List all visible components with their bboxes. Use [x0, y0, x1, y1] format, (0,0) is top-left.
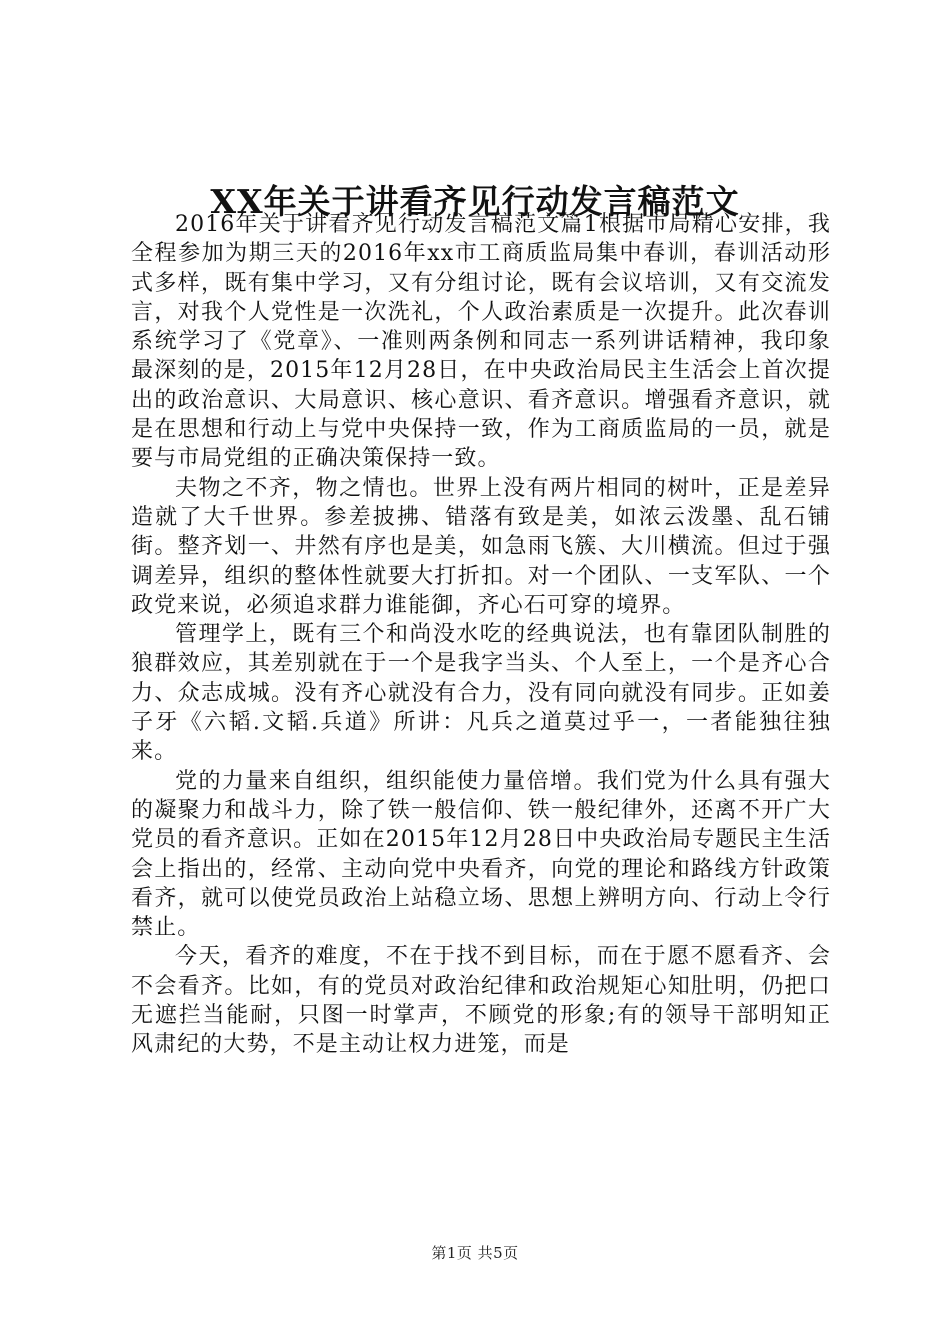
paragraph: 今天，看齐的难度，不在于找不到目标，而在于愿不愿看齐、会不会看齐。比如，有的党员对政治纪律和政治规矩心知肚明，仍把口无遮拦当能耐，只图一时掌声，不顾党的形象;有的领导干部明知正风肃纪的大势，不是主动让权力进笼，而是 [131, 944, 831, 1058]
paragraph: 2016年关于讲看齐见行动发言稿范文篇1根据市局精心安排，我全程参加为期三天的2016年xx市工商质监局集中春训，春训活动形式多样，既有集中学习，又有分组讨论，既有会议培训，又有交流发言，对我个人党性是一次洗礼，个人政治素质是一次提升。此次春训系统学习了《党章》、一准则两条例和同志一系列讲话精神，我印象最深刻的是，2015年12月28日，在中央政治局民主生活会上首次提出的政治意识、大局意识、核心意识、看齐意识。增强看齐意识，就是在思想和行动上与党中央保持一致，作为工商质监局的一员，就是要与市局党组的正确决策保持一致。 [131, 212, 831, 472]
page-footer: 第1页 共5页 [431, 1244, 519, 1262]
paragraph: 党的力量来自组织，组织能使力量倍增。我们党为什么具有强大的凝聚力和战斗力，除了铁一般信仰、铁一般纪律外，还离不开广大党员的看齐意识。正如在2015年12月28日中央政治局专题民主生活会上指出的，经常、主动向党中央看齐，向党的理论和路线方针政策看齐，就可以使党员政治上站稳立场、思想上辨明方向、行动上令行禁止。 [131, 768, 831, 941]
document-title: XX年关于讲看齐见行动发言稿范文 [210, 182, 740, 222]
paragraph: 夫物之不齐，物之情也。世界上没有两片相同的树叶，正是差异造就了大千世界。参差披拂、错落有致是美，如浓云泼墨、乱石铺街。整齐划一、井然有序也是美，如急雨飞簇、大川横流。但过于强调差异，组织的整体性就要大打折扣。对一个团队、一支军队、一个政党来说，必须追求群力谁能御，齐心石可穿的境界。 [131, 475, 831, 618]
paragraph: 管理学上，既有三个和尚没水吃的经典说法，也有靠团队制胜的狼群效应，其差别就在于一个是我字当头、个人至上，一个是齐心合力、众志成城。没有齐心就没有合力，没有同向就没有同步。正如姜子牙《六韬.文韬.兵道》所讲：凡兵之道莫过乎一，一者能独往独来。 [131, 622, 831, 765]
document-body [131, 210, 831, 1060]
